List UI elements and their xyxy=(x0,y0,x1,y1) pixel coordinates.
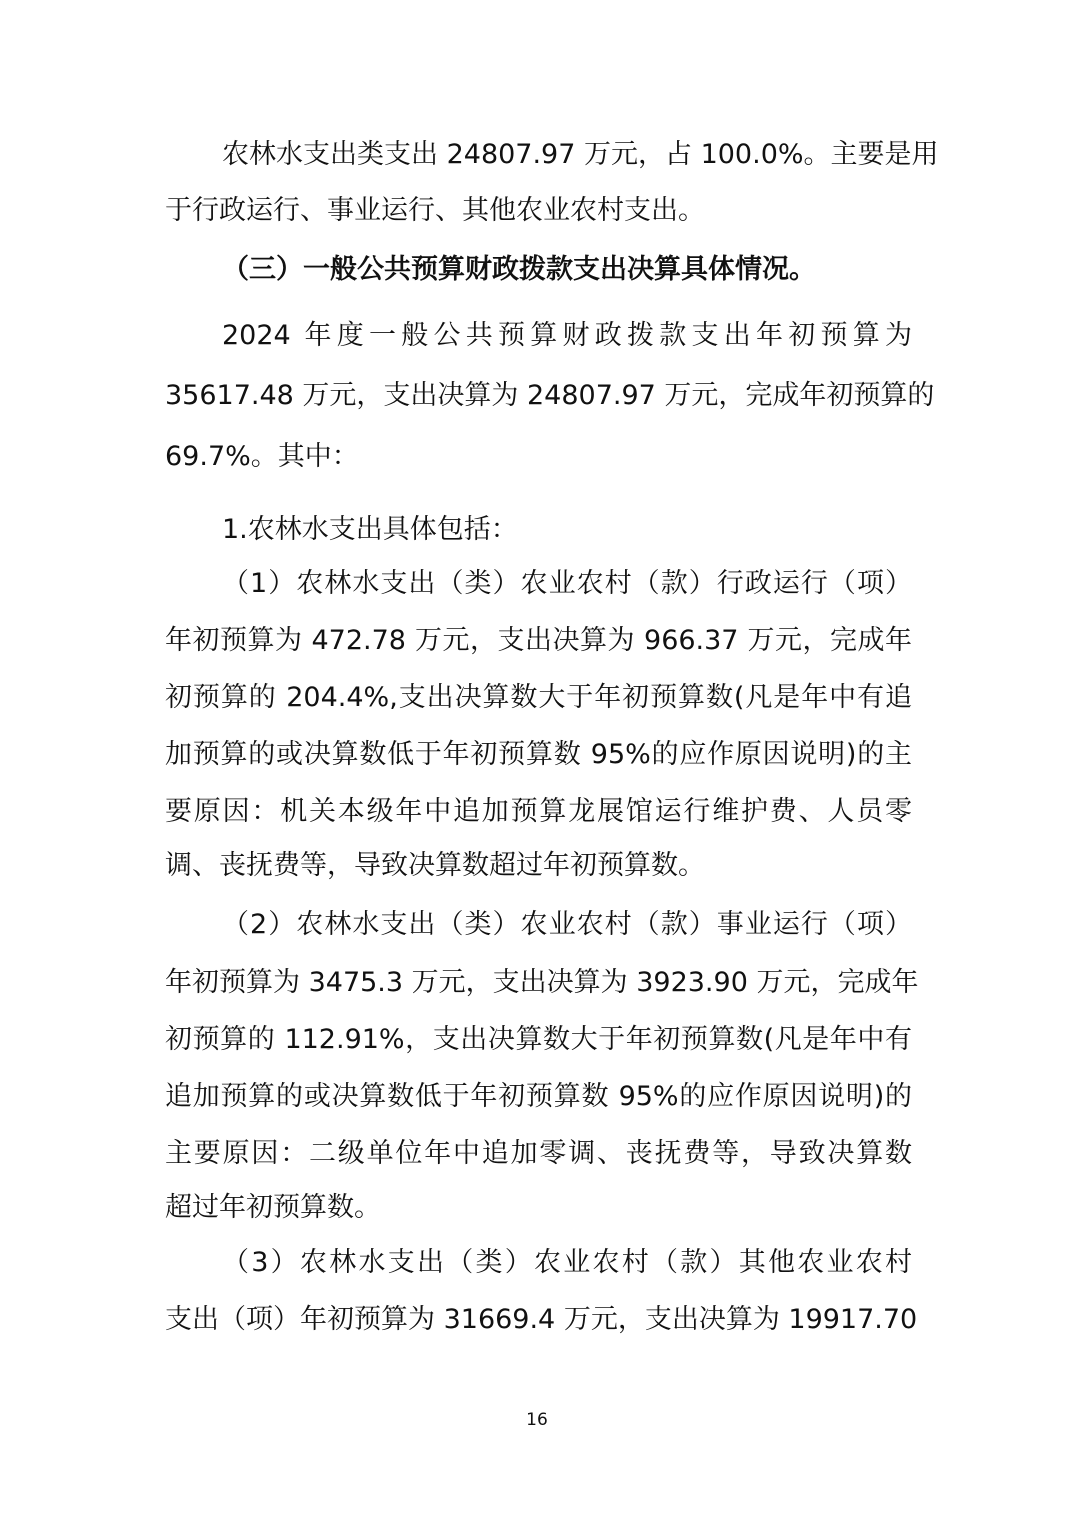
text-line: 超过年初预算数。 xyxy=(165,1192,381,1223)
text-line: （3）农林水支出（类）农业农村（款）其他农业农村 xyxy=(222,1247,912,1278)
text-line: 35617.48 万元，支出决算为 24807.97 万元，完成年初预算的 xyxy=(165,380,935,411)
text-line: 农林水支出类支出 24807.97 万元，占 100.0%。主要是用 xyxy=(222,139,939,170)
page-number: 16 xyxy=(526,1410,548,1430)
text-line: 年初预算为 472.78 万元，支出决算为 966.37 万元，完成年 xyxy=(165,625,912,656)
text-line: 69.7%。其中： xyxy=(165,441,359,472)
text-line: 初预算的 112.91%，支出决算数大于年初预算数(凡是年中有 xyxy=(165,1024,912,1055)
text-line: （2）农林水支出（类）农业农村（款）事业运行（项） xyxy=(222,909,912,940)
heading-line: （三）一般公共预算财政拨款支出决算具体情况。 xyxy=(222,254,816,285)
text-line: 初预算的 204.4%,支出决算数大于年初预算数(凡是年中有追 xyxy=(165,682,912,713)
text-line: 于行政运行、事业运行、其他农业农村支出。 xyxy=(165,195,705,226)
text-line: 要原因：机关本级年中追加预算龙展馆运行维护费、人员零 xyxy=(165,796,912,827)
text-line: 1.农林水支出具体包括： xyxy=(222,514,518,545)
text-line: 追加预算的或决算数低于年初预算数 95%的应作原因说明)的 xyxy=(165,1081,912,1112)
text-line: （1）农林水支出（类）农业农村（款）行政运行（项） xyxy=(222,568,912,599)
text-line: 2024 年度一般公共预算财政拨款支出年初预算为 xyxy=(222,320,912,351)
text-line: 调、丧抚费等，导致决算数超过年初预算数。 xyxy=(165,850,705,881)
text-line: 主要原因：二级单位年中追加零调、丧抚费等，导致决算数 xyxy=(165,1138,912,1169)
text-line: 年初预算为 3475.3 万元，支出决算为 3923.90 万元，完成年 xyxy=(165,967,919,998)
text-line: 支出（项）年初预算为 31669.4 万元，支出决算为 19917.70 xyxy=(165,1304,918,1335)
text-line: 加预算的或决算数低于年初预算数 95%的应作原因说明)的主 xyxy=(165,739,912,770)
